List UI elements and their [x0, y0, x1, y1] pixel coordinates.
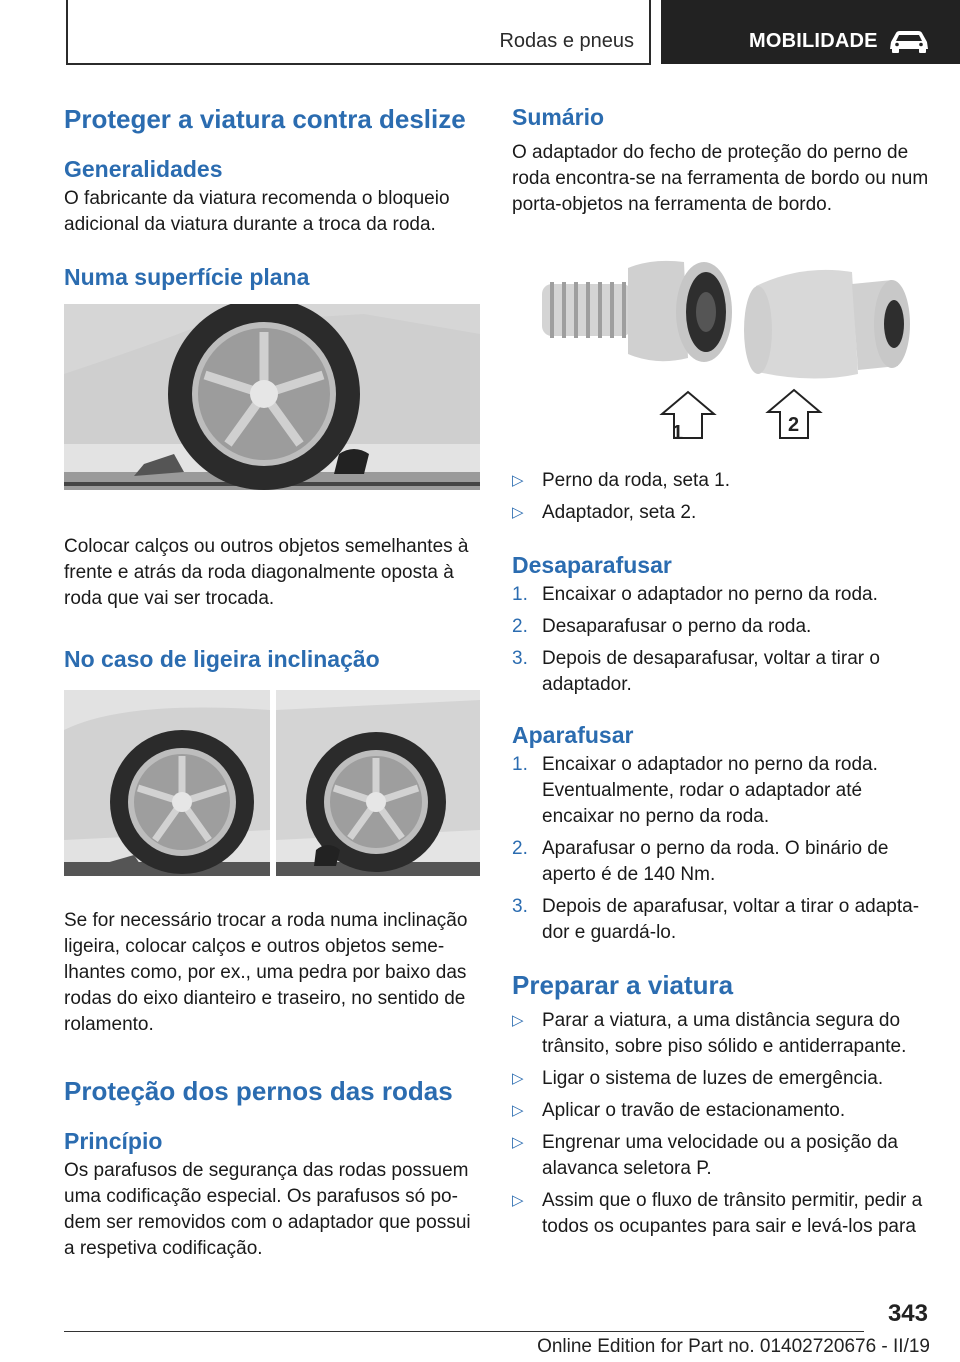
subtitle-flat-surface: Numa superfície plana: [64, 264, 310, 290]
right-column: [512, 100, 932, 1246]
triangle-bullet-icon: ▷: [512, 504, 524, 521]
triangle-bullet-icon: ▷: [512, 1134, 524, 1151]
figure-label-2: 2: [788, 414, 800, 436]
text-principle: Os parafusos de segurança das rodas possuem uma codificação especial. Os parafusos só podem ser removidos com o adaptador que possui a respetiva codificação.: [64, 1160, 471, 1259]
header-left-rule: [66, 0, 68, 64]
list-item: 2. Desaparafusar o perno da roda.: [512, 616, 812, 637]
header-bottom-rule: [66, 63, 651, 65]
triangle-bullet-icon: ▷: [512, 1012, 524, 1029]
photo-slope-front: [64, 690, 270, 876]
header-section-title: Rodas e pneus: [499, 30, 634, 52]
subtitle-slight-slope: No caso de ligeira inclinação: [64, 646, 380, 672]
list-item: 1. Encaixar o adaptador no perno da roda. Eventualmente, rodar o adaptador até encaixar no perno da roda.: [512, 754, 878, 827]
subtitle-unscrew: Desaparafusar: [512, 552, 672, 578]
photo-flat-surface: [64, 304, 480, 490]
photo-slope-pair: [64, 690, 480, 876]
figure-label-1: 1: [672, 422, 684, 444]
header-chapter-tab[interactable]: [661, 0, 960, 64]
left-column: [64, 100, 482, 1262]
list-item: ▷ Ligar o sistema de luzes de emergência.: [512, 1066, 932, 1092]
list-item: ▷ Perno da roda, seta 1.: [512, 468, 932, 494]
car-icon: [887, 28, 931, 54]
header-mid-rule: [649, 0, 651, 64]
list-item: 3. Depois de desaparafusar, voltar a tirar o adaptador.: [512, 648, 880, 695]
list-item: ▷ Adaptador, seta 2.: [512, 500, 932, 526]
subtitle-screw: Aparafusar: [512, 722, 634, 748]
triangle-bullet-icon: ▷: [512, 1102, 524, 1119]
edition-footer[interactable]: Online Edition for Part no. 01402720676 - II/19: [537, 1336, 930, 1357]
text-summary: O adaptador do fecho de proteção do perno de roda encontra-se na ferramenta de bordo ou num porta-objetos na ferramenta de bordo.: [512, 142, 929, 215]
text-flat-surface: Colocar calços ou outros objetos semelhantes à frente e atrás da roda diagonalmente oposta à roda que vai ser trocada.: [64, 536, 469, 609]
subtitle-summary: Sumário: [512, 104, 605, 130]
footer-rule: [64, 1331, 864, 1332]
section-title-prepare-vehicle: Preparar a viatura: [512, 970, 734, 1000]
section-title-wheel-bolts: Proteção dos pernos das rodas: [64, 1076, 453, 1106]
list-item: ▷ Engrenar uma velocidade ou a posição da alavanca seletora P.: [512, 1132, 898, 1179]
list-item: 2. Aparafusar o perno da roda. O binário de aperto é de 140 Nm.: [512, 838, 889, 885]
summary-list: [512, 468, 932, 526]
header-chapter-label: MOBILIDADE: [749, 30, 878, 52]
section-title-protect: Proteger a viatura contra deslize: [64, 104, 466, 134]
photo-slope-rear: [276, 690, 480, 876]
subtitle-general: Generalidades: [64, 156, 223, 182]
subtitle-principle: Princípio: [64, 1128, 163, 1154]
list-item: ▷ Aplicar o travão de estacionamento.: [512, 1098, 932, 1124]
list-item: 1. Encaixar o adaptador no perno da roda.: [512, 584, 878, 605]
text-general: O fabricante da viatura recomenda o bloqueio adicional da viatura durante a troca da roda.: [64, 188, 450, 235]
triangle-bullet-icon: ▷: [512, 472, 524, 489]
triangle-bullet-icon: ▷: [512, 1192, 524, 1209]
page-number: 343: [887, 1300, 928, 1327]
triangle-bullet-icon: ▷: [512, 1070, 524, 1087]
list-item: 3. Depois de aparafusar, voltar a tirar o adaptador e guardá-lo.: [512, 896, 920, 943]
unscrew-steps: [512, 582, 932, 698]
prepare-list: [512, 1008, 932, 1240]
list-item: ▷ Assim que o fluxo de trânsito permitir, pedir a todos os ocupantes para sair e levá-los para: [512, 1190, 923, 1237]
bolt-thread: [542, 282, 632, 338]
figure-bolt-adapter: [512, 254, 930, 446]
list-item: ▷ Parar a viatura, a uma distância segura do trânsito, sobre piso sólido e antiderrapante.: [512, 1010, 907, 1057]
text-slight-slope: Se for necessário trocar a roda numa inclinação ligeira, colocar calços e outros objetos semelhantes como, por ex., uma pedra por baixo das rodas do eixo dianteiro e traseiro, no sentido de rolamento.: [64, 910, 468, 1035]
screw-steps: [512, 752, 932, 946]
